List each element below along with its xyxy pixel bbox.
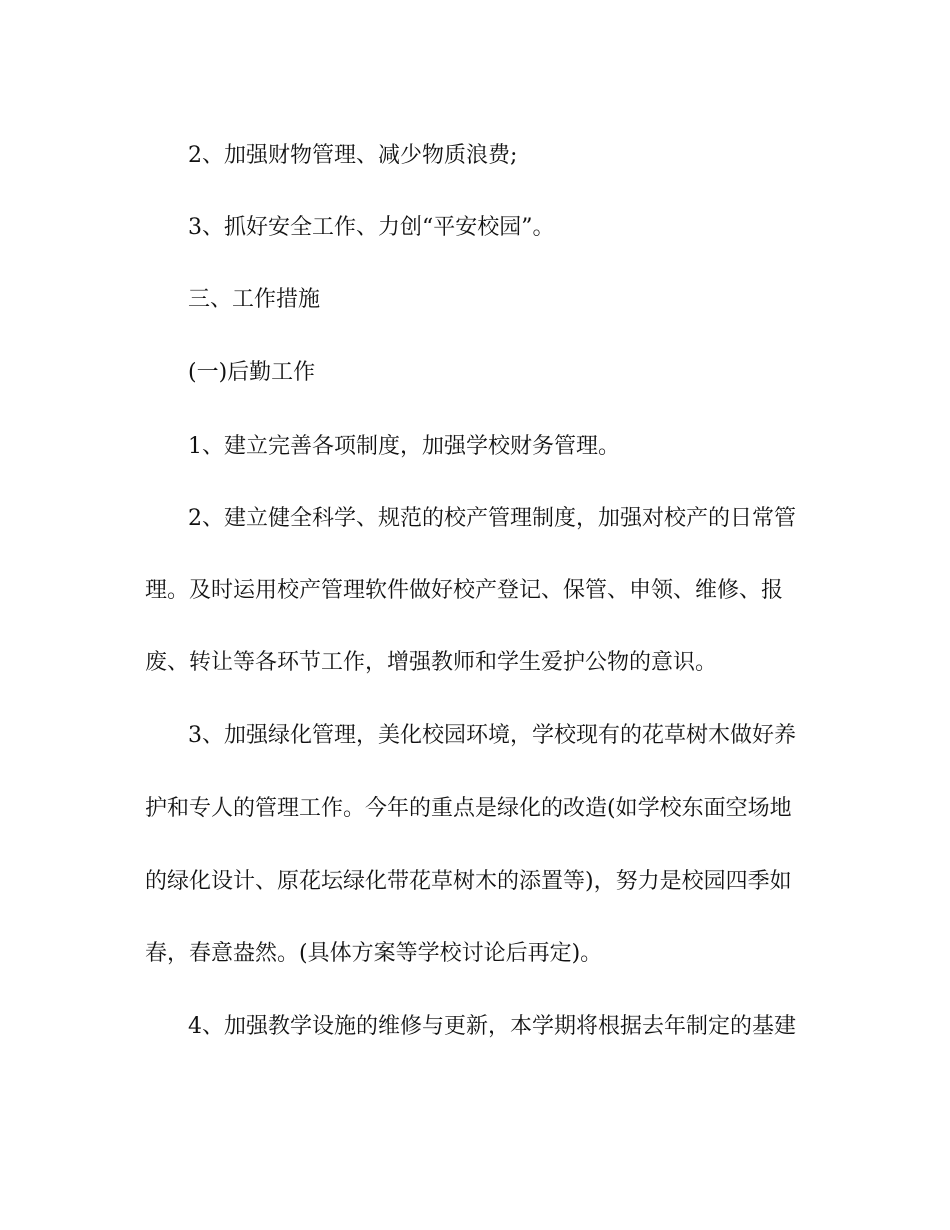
text-line-2: 3、抓好安全工作、力创“平安校园”。	[188, 215, 555, 240]
text-line-9: 3、加强绿化管理，美化校园环境，学校现有的花草树木做好养	[188, 723, 796, 748]
text-line-11: 的绿化设计、原花坛绿化带花草树木的添置等)，努力是校园四季如	[145, 869, 792, 894]
text-line-12: 春，春意盎然。(具体方案等学校讨论后再定)。	[145, 941, 603, 966]
section-heading: 三、工作措施	[188, 287, 321, 312]
text-line-8: 废、转让等各环节工作，增强教师和学生爱护公物的意识。	[145, 650, 718, 675]
text-line-1: 2、加强财物管理、减少物质浪费;	[188, 143, 518, 168]
text-line-10: 护和专人的管理工作。今年的重点是绿化的改造(如学校东面空场地	[145, 796, 792, 821]
text-line-13: 4、加强教学设施的维修与更新，本学期将根据去年制定的基建	[188, 1014, 796, 1039]
subsection-heading: (一)后勤工作	[188, 360, 316, 385]
text-line-5: 1、建立完善各项制度，加强学校财务管理。	[188, 434, 620, 459]
text-line-7: 理。及时运用校产管理软件做好校产登记、保管、申领、维修、报	[145, 578, 784, 603]
text-line-6: 2、建立健全科学、规范的校产管理制度，加强对校产的日常管	[188, 506, 796, 531]
